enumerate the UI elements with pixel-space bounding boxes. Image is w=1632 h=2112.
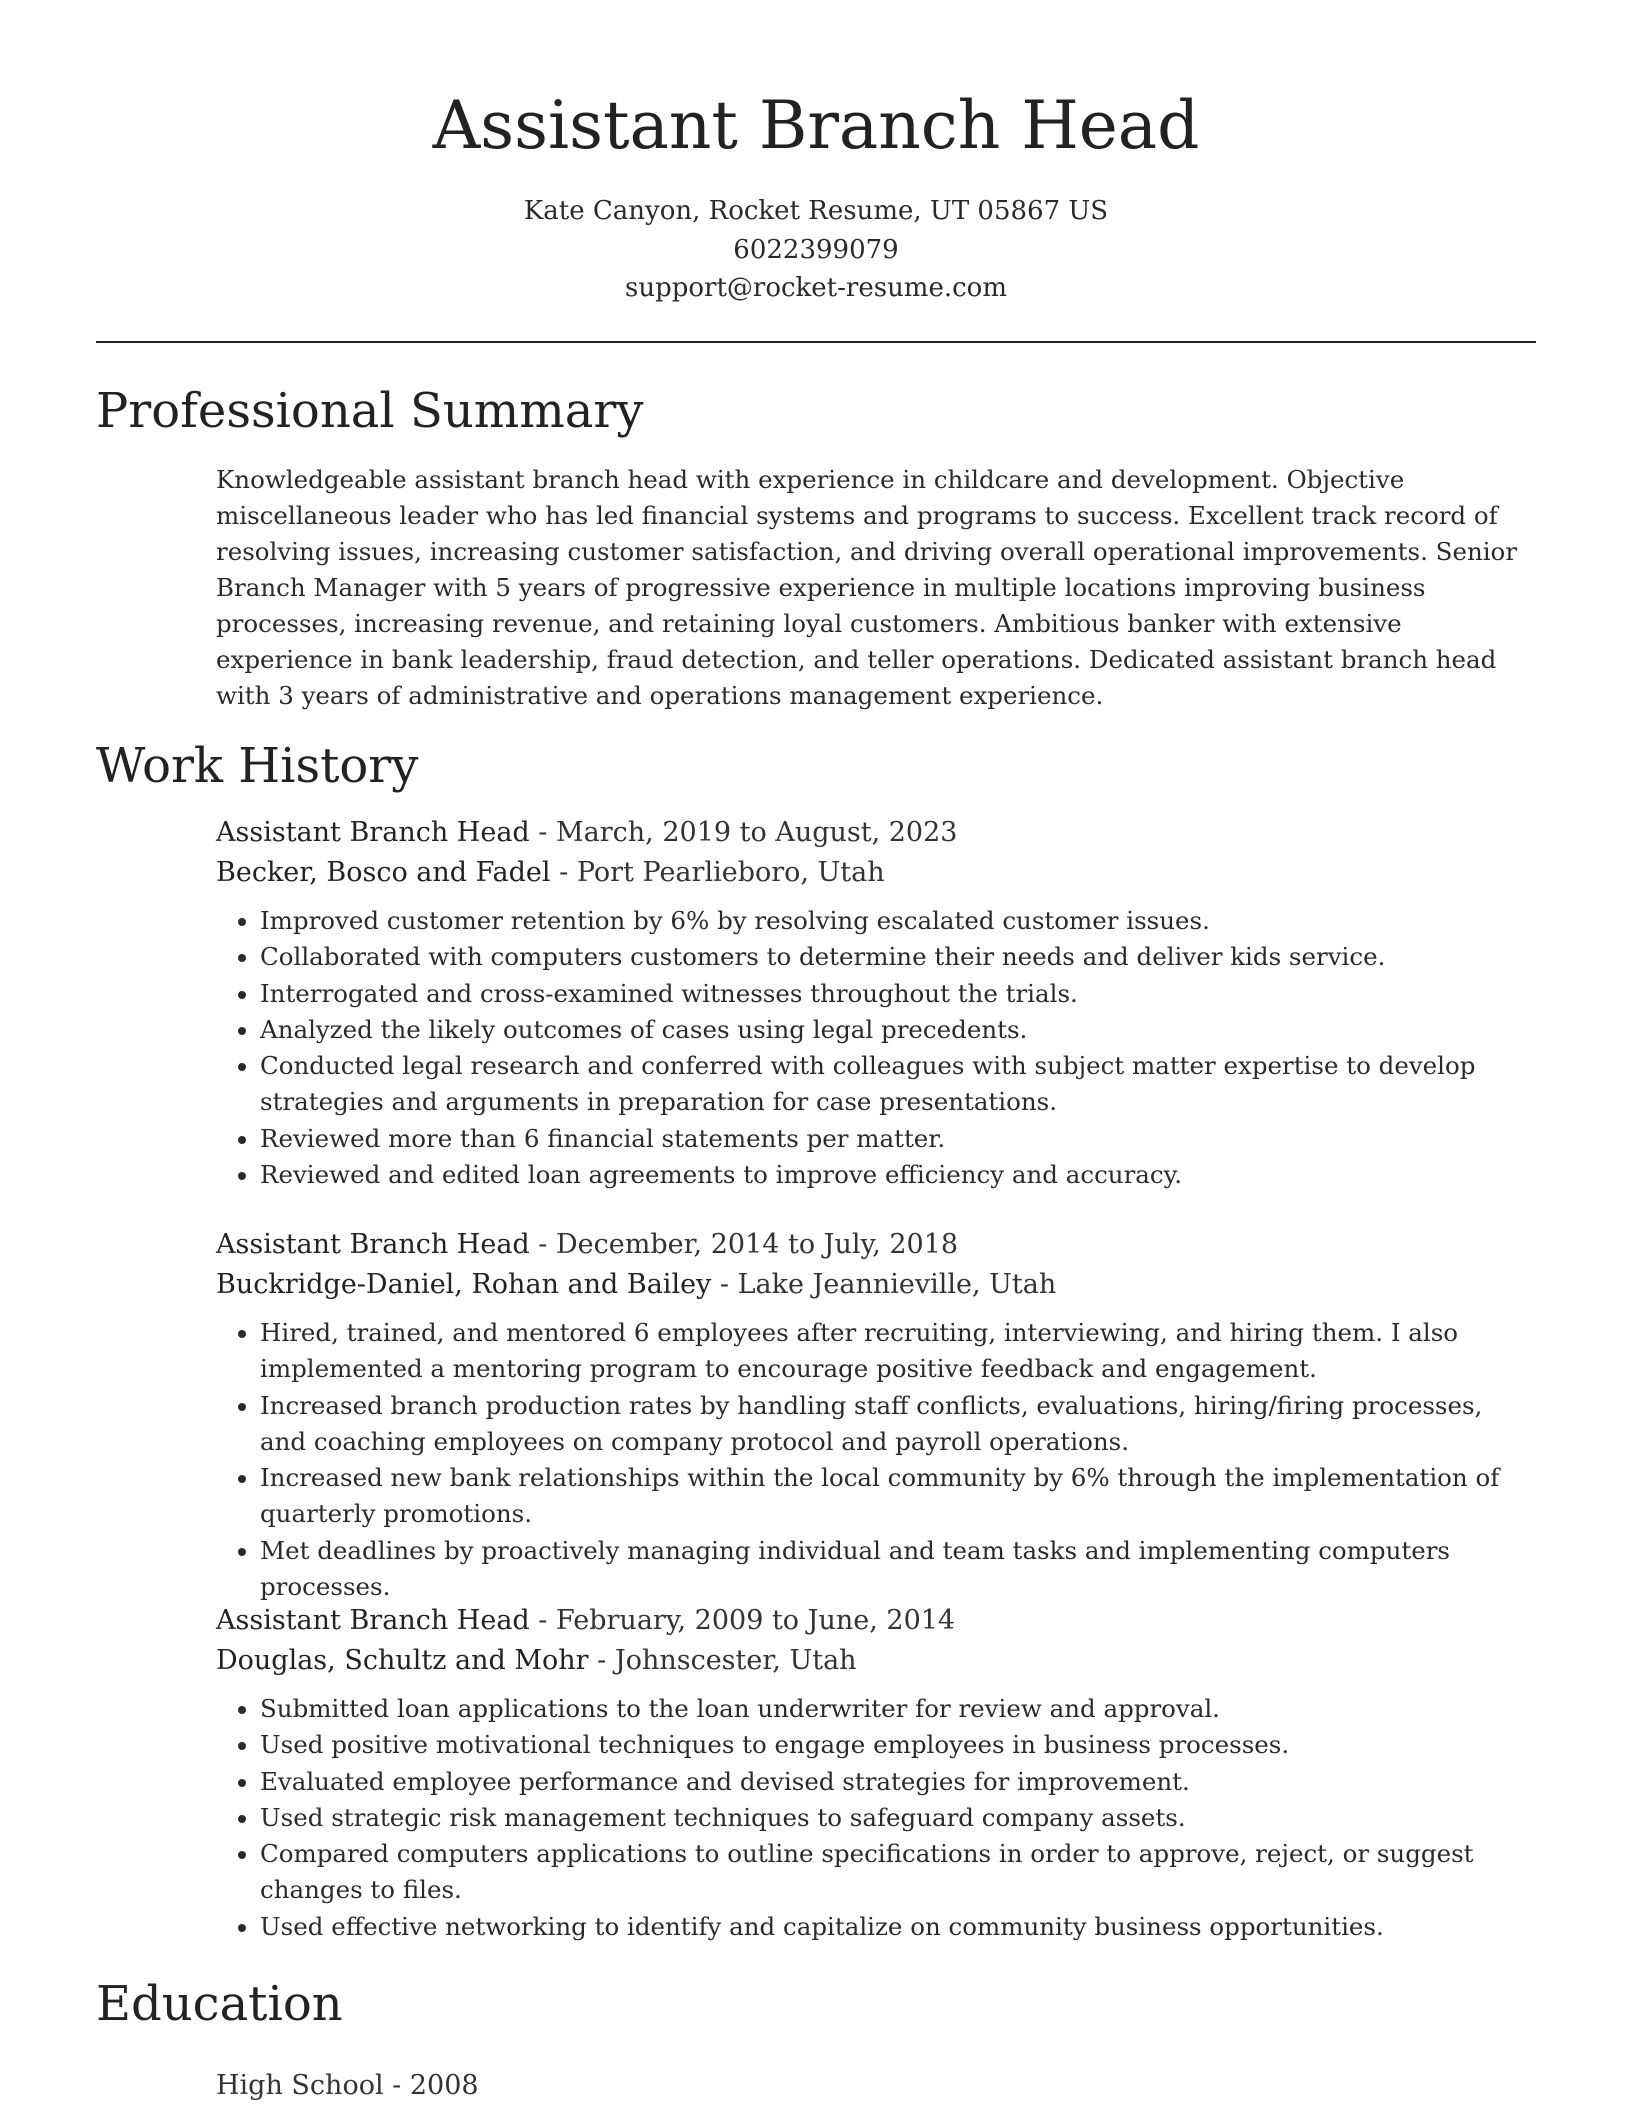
job-bullet: • Collaborated with computers customers to determine their needs and deliver kids service.: [260, 939, 1536, 975]
header-divider: [96, 341, 1536, 343]
job-dates: - February, 2009 to June, 2014: [529, 1605, 956, 1636]
job-bullet: • Analyzed the likely outcomes of cases using legal precedents.: [260, 1012, 1536, 1048]
job-company-line: [216, 1641, 1536, 1681]
job-bullet: • Increased branch production rates by handling staff conflicts, evaluations, hiring/firing processes, and coaching employees on company protocol and payroll operations.: [260, 1388, 1536, 1461]
job-location: - Lake Jeannieville, Utah: [711, 1269, 1057, 1300]
job-entry: [216, 1225, 1536, 1605]
job-title: Assistant Branch Head: [216, 1229, 530, 1260]
job-bullet: • Reviewed more than 6 financial statements per matter.: [260, 1121, 1536, 1157]
job-bullet: • Improved customer retention by 6% by resolving escalated customer issues.: [260, 903, 1536, 939]
job-bullet: • Evaluated employee performance and devised strategies for improvement.: [260, 1764, 1536, 1800]
summary-heading: Professional Summary: [96, 383, 644, 439]
job-bullet: • Compared computers applications to outline specifications in order to approve, reject, or suggest changes to files.: [260, 1836, 1536, 1909]
job-location: - Johnscester, Utah: [588, 1645, 857, 1676]
job-bullets: [216, 1315, 1536, 1605]
job-title: Assistant Branch Head: [216, 817, 530, 848]
job-bullet: • Conducted legal research and conferred with colleagues with subject matter expertise to develop strategies and arguments in preparation for case presentations.: [260, 1048, 1536, 1121]
job-company-line: [216, 1265, 1536, 1305]
job-bullet: • Used strategic risk management techniques to safeguard company assets.: [260, 1800, 1536, 1836]
job-entry: [216, 813, 1536, 1193]
job-bullet: • Reviewed and edited loan agreements to improve efficiency and accuracy.: [260, 1157, 1536, 1193]
job-title: Assistant Branch Head: [216, 1605, 530, 1636]
education-heading: Education: [96, 1976, 343, 2032]
job-bullet: • Interrogated and cross-examined witnesses throughout the trials.: [260, 976, 1536, 1012]
job-company: Becker, Bosco and Fadel: [216, 857, 551, 888]
job-title-line: [216, 1601, 1536, 1641]
job-dates: - December, 2014 to July, 2018: [529, 1229, 959, 1260]
contact-email: support@rocket-resume.com: [624, 273, 1007, 303]
contact-address: Kate Canyon, Rocket Resume, UT 05867 US: [523, 196, 1109, 226]
job-bullet: • Met deadlines by proactively managing individual and team tasks and implementing computers processes.: [260, 1533, 1536, 1606]
job-bullet: • Used effective networking to identify and capitalize on community business opportunities.: [260, 1909, 1536, 1945]
job-bullet: • Used positive motivational techniques to engage employees in business processes.: [260, 1727, 1536, 1763]
contact-phone: 6022399079: [733, 234, 899, 265]
job-dates: - March, 2019 to August, 2023: [529, 817, 958, 848]
job-location: - Port Pearlieboro, Utah: [550, 857, 885, 888]
contact-block: [0, 192, 1632, 308]
job-bullet: • Submitted loan applications to the loan underwriter for review and approval.: [260, 1691, 1536, 1727]
job-company: Buckridge-Daniel, Rohan and Bailey: [216, 1269, 712, 1300]
job-bullet: • Increased new bank relationships within the local community by 6% through the implementation of quarterly promotions.: [260, 1460, 1536, 1533]
job-entry: [216, 1601, 1536, 1945]
education-entry: High School - 2008: [216, 2070, 479, 2101]
job-company: Douglas, Schultz and Mohr: [216, 1645, 589, 1676]
job-bullets: [216, 903, 1536, 1193]
job-title-line: [216, 813, 1536, 853]
job-bullet: • Hired, trained, and mentored 6 employees after recruiting, interviewing, and hiring them. I also implemented a mentoring program to encourage positive feedback and engagement.: [260, 1315, 1536, 1388]
resume-title: Assistant Branch Head: [432, 87, 1200, 164]
summary-text: Knowledgeable assistant branch head with experience in childcare and development. Objective miscellaneous leader who has led financial systems and programs to success. Excellent track record of resolving issues, increasing customer satisfaction, and driving overall operational improvements. Senior Branch Manager with 5 years of progressive experience in multiple locations improving business processes, increasing revenue, and retaining loyal customers. Ambitious banker with extensive experience in bank leadership, fraud detection, and teller operations. Dedicated assistant branch head with 3 years of administrative and operations management experience.: [216, 465, 1518, 710]
job-company-line: [216, 853, 1536, 893]
job-title-line: [216, 1225, 1536, 1265]
work-history-heading: Work History: [96, 738, 419, 794]
job-bullets: [216, 1691, 1536, 1945]
